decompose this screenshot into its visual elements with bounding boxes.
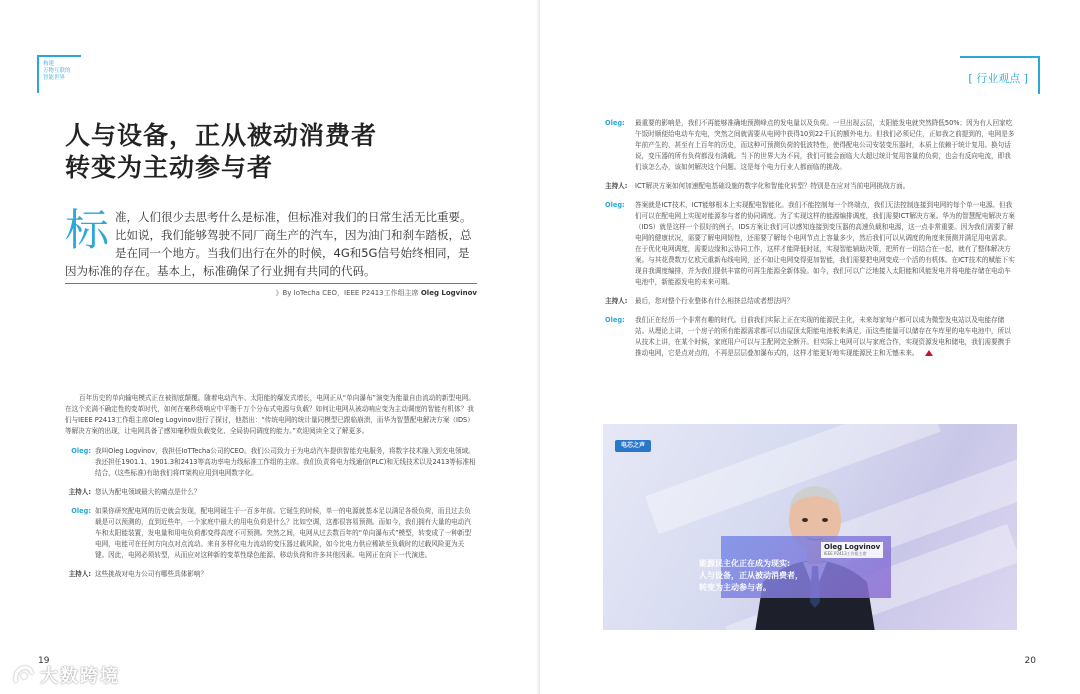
drop-cap: 标	[65, 205, 109, 256]
qa-text: 您认为配电领域最大的痛点是什么？	[95, 488, 201, 496]
byline-name: Oleg Logvinov	[420, 289, 477, 297]
video-logo: 电芯之声	[615, 440, 651, 452]
corner-tag	[37, 55, 81, 93]
intro-paragraph: 百年历史的单向输电模式正在被彻底颠覆。随着电动汽车、太阳能的爆发式增长，电网正从“单向瀑布”演变为能量自由流动的新型电网。在这个充满不确定性的变革时代，如何在毫秒级响应中平衡千万个分布式电源与负载？如何让电网从被动响应变为主动调度的智能有机体？我们与IEEE P2413工作组主席Oleg Logvinov进行了探讨，他指出：“传统电网的统计量同模型已跟临崩溃，而华为智慧配电解决方案（IDS）等解决方案的出现，让电网具备了感知毫秒级负载变化、全局协同调度的能力。”欢迎阅读全文了解更多。	[65, 394, 475, 435]
speaker-label: Oleg:	[605, 201, 625, 209]
qa-item	[605, 296, 1017, 307]
section-label-text: [ 行业观点 ]	[968, 72, 1028, 85]
section-label	[960, 56, 1040, 94]
qa-text: 这些挑战对电力公司有哪些具体影响？	[95, 570, 208, 578]
corner-tag-line3: 智能世界	[43, 75, 66, 81]
right-body	[605, 118, 1017, 367]
speaker-label: 主持人:	[68, 570, 91, 578]
speaker-label: Oleg:	[71, 507, 91, 515]
speaker-label: Oleg:	[605, 119, 625, 127]
left-body	[65, 393, 477, 588]
speaker-title: IEEE P2413工作组主席	[824, 551, 867, 556]
headline-line2: 转变为主动参与者	[65, 153, 274, 182]
watermark-logo-icon	[12, 664, 36, 686]
qa-item	[65, 506, 477, 561]
watermark	[12, 662, 120, 688]
divider	[65, 283, 477, 284]
speaker-label: 主持人:	[605, 297, 628, 305]
byline-prefix: 》By IoTecha CEO，IEEE P2413工作组主席	[275, 289, 419, 297]
caption-line3: 转变为主动参与者。	[699, 583, 771, 592]
qa-text: 如果你研究配电网的历史就会发现，配电网诞生于一百多年前。它诞生的时候，单一的电源就基本足以满足各级负荷，而且过去负载是可以预测的，直到近些年，一个家庭中最大的用电负荷是什么？比如空调，这都很容易预测。而如今，我们拥有大量的电动汽车和太阳能装置，发电量和用电负荷都变得高度不可预测。突然之间，电网从过去数百年的“单向瀑布式”模型，转变成了一种新型电网，电能可在任何方向点对点流动。来自多样化电力流动的变压器过载风险，如今比电力供应稀缺至负载时的过载风险更为关键。因此，电网必须转型，从而应对这种新的变革性绿色能源、移动负荷和许多其他因素。电网正在向下一代演进。	[95, 507, 472, 559]
lead-text: 准，人们很少去思考什么是标准，但标准对我们的日常生活无比重要。比如说，我们能够驾驶不同厂商生产的汽车，因为油门和刹车踏板，总是在同一个地方。当我们出行在外的时候，4G和5G信号始终相同，是因为标准的存在。基本上，标准确保了行业拥有共同的代码。	[65, 210, 472, 278]
qa-item	[65, 569, 477, 580]
byline	[275, 288, 477, 298]
caption-line1: 能源民主化正在成为现实:	[699, 559, 791, 568]
speaker-label: 主持人:	[605, 182, 628, 190]
qa-text	[635, 315, 1017, 359]
speaker-label: 主持人:	[68, 488, 91, 496]
qa-item	[605, 315, 1017, 359]
qa-item	[605, 118, 1017, 173]
lead-paragraph	[65, 205, 477, 280]
interview-photo	[603, 424, 1017, 630]
headline-line1: 人与设备，正从被动消费者	[65, 121, 378, 150]
qa-text: ICT解决方案如何加速配电基础设施的数字化和智能化转型？特别是在应对当前电网挑战方面。	[635, 182, 910, 190]
qa-item	[605, 200, 1017, 288]
name-tag	[821, 542, 883, 558]
page-number-left: 19	[38, 656, 50, 666]
watermark-text: 大数跨境	[40, 666, 120, 687]
end-mark-icon	[925, 350, 933, 356]
qa-text: 我叫Oleg Logvinov，我担任IoTTecha公司的CEO。我们公司致力于为电动汽车提供智能充电服务，将数字技术融入到充电领域。我还担任1901.1、1901.3和2413等高功率电力线标准工作组的主席。我们负责将电力线通信(PLC)和无线技术以及2413等标准相结合，(这些标准)有助我们将IT架构应用到电网数字化。	[95, 447, 476, 477]
photo-caption	[699, 558, 803, 594]
page-number-right: 20	[1024, 656, 1036, 666]
qa-text: 最后，您对整个行业整体有什么相挤总结或者想法吗？	[635, 297, 794, 305]
qa-text: 最重要的影响是，我们不再能够准确地预测峰点的发电量以及负荷。一旦出现云层，太阳能发电就突然降低50%；因为有人回家吃午饭时顺便给电动车充电，突然之间就需要从电网中获得10到22千瓦的额外电力。但我们必须记住，正如我之前提到的，电网是多年前产生的，甚至有上百年的历史，而这种可预测负荷的低波特性，使得配电公司安装变压器时，本质上依赖于统计复用。换句话说，变压器的所有负荷都没有满载。当下的世界大为不同，我们可能会面临大大超过统计复用容量的负荷，也会有反向电流，即我们该怎么办，该如何解决这个问题。这是每个电力行业人都面临的挑战。	[635, 119, 1015, 171]
speaker-label: Oleg:	[71, 447, 91, 455]
qa-item	[65, 487, 477, 498]
qa-item	[65, 446, 477, 479]
headline	[65, 120, 377, 184]
corner-tag-line2: 万物互联的	[43, 68, 71, 74]
speaker-name: Oleg Logvinov	[824, 543, 881, 551]
corner-tag-line1: 构建	[43, 61, 55, 67]
caption-line2: 人与设备，正从被动消费者，	[699, 571, 803, 580]
speaker-label: Oleg:	[605, 316, 625, 324]
qa-text: 答案就是ICT技术，ICT能够根本上实现配电智能化。我们不能控制每一个终端点，我们无法控制连接到电网的每个单一电源。但我们可以在配电网上实现对能源参与者的协同调度。为了实现这样的能源编排调度，我们需要ICT解决方案。华为的智慧配电解决方案（IDS）就是这样一个很好的例子，IDS方案让我们可以感知连接到变压器的高速负载和电源，这一点非常重要。因为我们需要了解电网的健康状况，需要了解电网韧性，还需要了解每个电网节点上容量多少，然后我们可以从调度的角度来预测并满足用电需求。在于优化电网调度，需要边缘和云协同工作，这样才能降低时延，实现智能辅助决策，把所有一切结合在一起，就有了整体解决方案。与其花费数万亿欧元重新布线电网，还不如让电网变得更加智能，我们需要把电网变成一个活的有机体。在ICT技术的赋能下实现自我调度编排，并为我们提供丰富的可再生能源全新体验。如今，我们可以广泛地接入太阳能和风能发电并将电能存储在电动车电池中，新能源发电的未来可期。	[635, 201, 1015, 286]
qa-text-body: 我们正在经历一个非常有趣的时代。目前我们实际上正在实现的能源民主化，未来每家每户都可以成为微型发电站以及电能存储站。从理论上讲，一个房子的所有能源需求都可以由屋顶太阳能电池板来满足，而这些能量可以储存在车库里的电车电池中，所以从技术上讲，在某个时候，家庭用户可以与主配网完全断开。但实际上电网可以与家庭合作，实现资源发电和储电，我们需要携手推动电网，它是点对点的，不再是层层叠加瀑布式的，这样才能更好地实现能源民主和无憾未来。	[635, 316, 1011, 357]
qa-item	[605, 181, 1017, 192]
